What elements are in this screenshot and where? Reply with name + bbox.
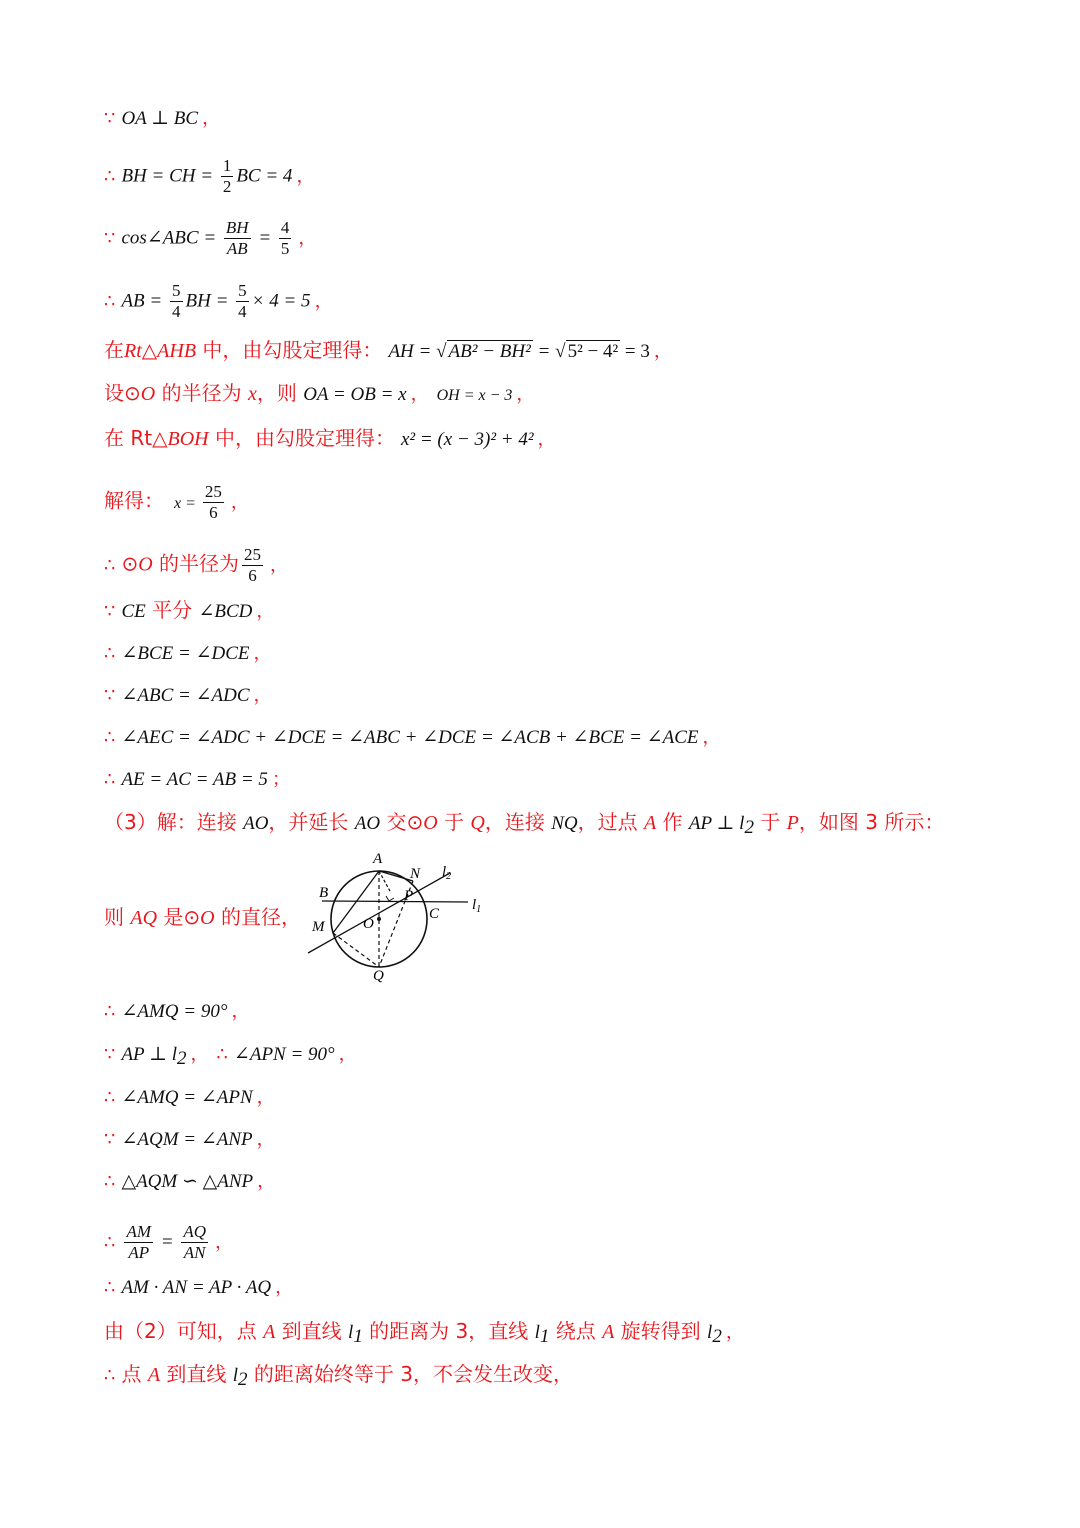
math-expression: ∠APN = 90°: [233, 1044, 335, 1065]
label-m: M: [312, 919, 325, 935]
therefore-symbol: ∴: [104, 1231, 116, 1253]
fraction: [170, 281, 183, 322]
text: （3）解：连接: [104, 810, 244, 834]
text: ，过点: [577, 810, 644, 834]
text: 于: [753, 810, 787, 834]
text: ，连接: [484, 810, 552, 834]
fraction-numerator: 25: [244, 545, 262, 564]
math-expression: =: [156, 1231, 179, 1253]
line-19: [104, 1085, 275, 1110]
math-inline: AO: [354, 813, 381, 834]
fraction-numerator: AQ: [183, 1222, 206, 1241]
line-12: [104, 683, 272, 708]
punctuation: ，: [275, 1277, 294, 1298]
label-q: Q: [373, 968, 384, 984]
line-13: [104, 725, 721, 750]
because-symbol: ∵: [104, 1129, 116, 1150]
punctuation: ，: [231, 1001, 250, 1022]
therefore-symbol: ∴: [104, 554, 116, 576]
math-inline: A: [263, 1321, 276, 1343]
line-3: [104, 218, 316, 259]
math-expression: BH = CH =: [121, 165, 218, 187]
fraction-denominator: AN: [183, 1243, 206, 1262]
label-n: N: [410, 866, 421, 882]
math-inline: A: [147, 1364, 161, 1386]
label-l2: $l_2$: [442, 864, 452, 882]
punctuation: ，: [338, 1044, 357, 1065]
subscript: 1: [353, 1326, 363, 1347]
therefore-symbol: ∴: [104, 769, 116, 790]
punctuation: ，: [256, 1087, 275, 1108]
sqrt-radicand: 5² − 4²: [567, 341, 619, 362]
fraction-numerator: AM: [126, 1222, 151, 1241]
text: 作: [656, 810, 689, 834]
therefore-symbol: ∴: [216, 1044, 228, 1065]
fraction-numerator: 5: [172, 281, 181, 300]
text: 设⊙: [104, 381, 141, 405]
math-inline: x: [247, 383, 257, 405]
fraction: [236, 281, 249, 322]
math-expression: AM · AN = AP · AQ: [121, 1277, 272, 1298]
line-2: [104, 156, 314, 197]
punctuation: ，: [314, 290, 333, 312]
fraction-denominator: 6: [209, 503, 218, 522]
therefore-symbol: ∴: [104, 643, 116, 664]
text: 的距离始终等于 3，不会发生改变，: [247, 1362, 573, 1386]
punctuation: ，: [257, 1171, 276, 1192]
math-inline: P: [786, 812, 799, 834]
fraction-numerator: BH: [225, 218, 249, 237]
therefore-symbol: ∴: [104, 165, 116, 187]
fraction: [224, 218, 251, 259]
text: 到直线: [275, 1319, 349, 1343]
fraction-denominator: 4: [172, 302, 181, 321]
line-17: [104, 999, 249, 1024]
math-expression: × 4 = 5: [251, 290, 311, 312]
line-4: [104, 281, 333, 322]
line-24: [104, 1319, 744, 1345]
math-inline: O: [140, 383, 156, 405]
punctuation: ，: [516, 384, 535, 405]
math-inline: AQ: [130, 907, 158, 929]
line-14: [104, 767, 290, 792]
line-5: 在Rt△AHB 中，由勾股定理得： AH = √ AB² − BH² = √ 5² − 4² = 3 ，: [104, 338, 672, 362]
math-inline: Rt△AHB: [124, 340, 197, 362]
punctuation: ，: [653, 341, 672, 362]
punctuation: ，: [230, 491, 249, 513]
math-expression: OA = OB = x: [303, 384, 407, 405]
math-expression: OH = x − 3: [436, 387, 513, 404]
punctuation: ，: [253, 643, 272, 664]
line-8: [104, 482, 249, 523]
line-16: [104, 905, 301, 930]
label-o: O: [363, 916, 374, 932]
math-inline: l: [534, 1322, 540, 1343]
math-expression: OA ⊥ BC: [121, 108, 199, 129]
text: ，则: [256, 381, 304, 405]
fraction-numerator: 1: [222, 156, 232, 175]
punctuation: ，: [702, 727, 721, 748]
fraction: [124, 1222, 153, 1263]
math-expression: △AQM ∽ △ANP: [121, 1171, 254, 1192]
punctuation: ，: [202, 108, 221, 129]
subscript: 2: [238, 1369, 248, 1390]
punctuation: ，: [190, 1044, 209, 1065]
fraction: [242, 545, 263, 586]
line-9: [104, 545, 288, 586]
math-expression: AB =: [121, 290, 167, 312]
math-expression: ∠AMQ = 90°: [121, 1001, 228, 1022]
math-inline: O: [423, 812, 438, 834]
because-symbol: ∵: [104, 685, 116, 706]
because-symbol: ∵: [104, 227, 116, 249]
label-b: B: [319, 885, 329, 901]
segment-an: [379, 871, 413, 881]
fraction-numerator: 4: [280, 218, 290, 237]
text: 中，由勾股定理得：: [196, 338, 383, 362]
because-symbol: ∵: [104, 601, 116, 622]
math-inline: O: [200, 907, 215, 929]
punctuation: ，: [270, 554, 289, 576]
line-6: [104, 381, 534, 408]
because-symbol: ∵: [104, 1044, 116, 1065]
line-22: [104, 1222, 233, 1263]
math-inline: l: [707, 1322, 713, 1343]
fraction-denominator: AP: [128, 1243, 150, 1262]
math-expression: cos∠ABC =: [121, 227, 221, 249]
therefore-symbol: ∴: [104, 1277, 116, 1298]
math-inline: AO: [243, 813, 269, 834]
therefore-symbol: ∴: [104, 727, 116, 748]
line-18: [104, 1042, 357, 1067]
punctuation: ；: [271, 769, 290, 790]
math-expression: =: [532, 341, 556, 362]
line-l1: [322, 901, 468, 902]
text: 中，由勾股定理得：: [208, 426, 395, 450]
text: 的直径，: [214, 905, 301, 929]
line-11: [104, 641, 272, 666]
sqrt-radicand: AB² − BH²: [448, 341, 531, 362]
line-7: [104, 426, 556, 452]
line-25: [104, 1362, 573, 1388]
label-p: P: [404, 888, 414, 904]
fraction: [221, 156, 234, 197]
therefore-symbol: ∴: [104, 1171, 116, 1192]
fraction-denominator: 5: [280, 239, 290, 258]
math-expression: ∠ABC = ∠ADC: [121, 685, 250, 706]
therefore-symbol: ∴: [104, 1365, 116, 1386]
fraction-denominator: 2: [222, 177, 232, 196]
text: 于: [437, 810, 471, 834]
math-expression: ∠AMQ = ∠APN: [121, 1087, 253, 1108]
math-inline: ∠BCD: [198, 601, 253, 622]
text: 的半径为: [155, 381, 248, 405]
math-expression: AH =: [388, 341, 437, 362]
text: 是⊙: [157, 905, 201, 929]
math-expression: ∠AEC = ∠ADC + ∠DCE = ∠ABC + ∠DCE = ∠ACB + ∠BCE = ∠ACE: [121, 727, 699, 748]
math-expression: =: [253, 227, 276, 249]
line-20: [104, 1127, 275, 1152]
math-inline: l: [232, 1365, 239, 1386]
math-inline: NQ: [551, 813, 578, 834]
math-expression: AP ⊥ l: [121, 1044, 177, 1065]
line-21: [104, 1169, 275, 1194]
text: 到直线: [160, 1362, 233, 1386]
text: ，如图 3 所示：: [798, 810, 945, 834]
therefore-symbol: ∴: [104, 290, 116, 312]
subscript: 2: [712, 1326, 722, 1347]
text: 的距离为 3，直线: [362, 1319, 535, 1343]
right-angle-mark: [386, 896, 394, 901]
text: 平分: [145, 598, 199, 622]
math-inline: A: [602, 1321, 615, 1343]
punctuation: ，: [725, 1322, 744, 1343]
fraction-numerator: 5: [238, 281, 247, 300]
punctuation: ，: [537, 429, 556, 450]
geometry-figure: [300, 843, 500, 985]
math-expression: = 3: [620, 341, 650, 362]
math-expression: ∠BCE = ∠DCE: [121, 643, 250, 664]
math-expression: x =: [174, 494, 200, 512]
line-10: [104, 598, 274, 624]
math-inline: O: [138, 553, 153, 576]
fraction: [203, 482, 224, 523]
text: 在: [104, 338, 124, 362]
label-a: A: [373, 851, 383, 867]
line-23: [104, 1275, 293, 1300]
subscript: 1: [539, 1326, 550, 1347]
punctuation: ，: [215, 1231, 233, 1253]
label-c: C: [429, 906, 440, 922]
math-inline: A: [643, 812, 657, 834]
math-inline: l: [348, 1322, 354, 1343]
math-expression: BC = 4: [236, 165, 293, 187]
label-l1: $l_1$: [472, 897, 482, 915]
math-inline: Q: [470, 812, 485, 834]
text: 由（2）可知，点: [104, 1319, 264, 1343]
text: 的半径为: [152, 551, 240, 576]
punctuation: ，: [410, 384, 429, 405]
math-expression: AE = AC = AB = 5: [121, 769, 268, 790]
punctuation: ，: [256, 1129, 275, 1150]
math-inline: AP ⊥ l: [688, 813, 745, 834]
text: 旋转得到: [614, 1319, 708, 1343]
text: ⊙: [121, 551, 139, 576]
math-expression: ∠AQM = ∠ANP: [121, 1129, 253, 1150]
because-symbol: ∵: [104, 108, 116, 129]
text: ，并延长: [268, 810, 355, 834]
line-1: [104, 106, 220, 131]
text: 则: [104, 905, 131, 929]
punctuation: ，: [298, 227, 317, 249]
punctuation: ，: [256, 601, 275, 622]
math-expression: BH =: [185, 290, 234, 312]
fraction-numerator: 25: [204, 482, 222, 501]
therefore-symbol: ∴: [104, 1001, 116, 1022]
text: 绕点: [549, 1319, 603, 1343]
text: 解得：: [104, 488, 164, 513]
math-inline: BOH: [167, 428, 209, 450]
subscript: 2: [744, 817, 754, 838]
text: 交⊙: [380, 810, 424, 834]
fraction-denominator: AB: [226, 239, 248, 258]
punctuation: ，: [296, 165, 315, 187]
punctuation: ，: [253, 685, 272, 706]
math-expression: x² = (x − 3)² + 4²: [400, 429, 534, 450]
center-point: [377, 917, 381, 921]
fraction-denominator: 4: [238, 302, 247, 321]
fraction-denominator: 6: [248, 566, 257, 585]
fraction: [279, 218, 292, 259]
text: 点: [121, 1362, 148, 1386]
line-15: [104, 810, 944, 836]
text: 在 Rt△: [104, 426, 168, 450]
therefore-symbol: ∴: [104, 1087, 116, 1108]
fraction: [181, 1222, 208, 1263]
math-inline: CE: [121, 601, 146, 622]
subscript: 2: [176, 1048, 187, 1069]
